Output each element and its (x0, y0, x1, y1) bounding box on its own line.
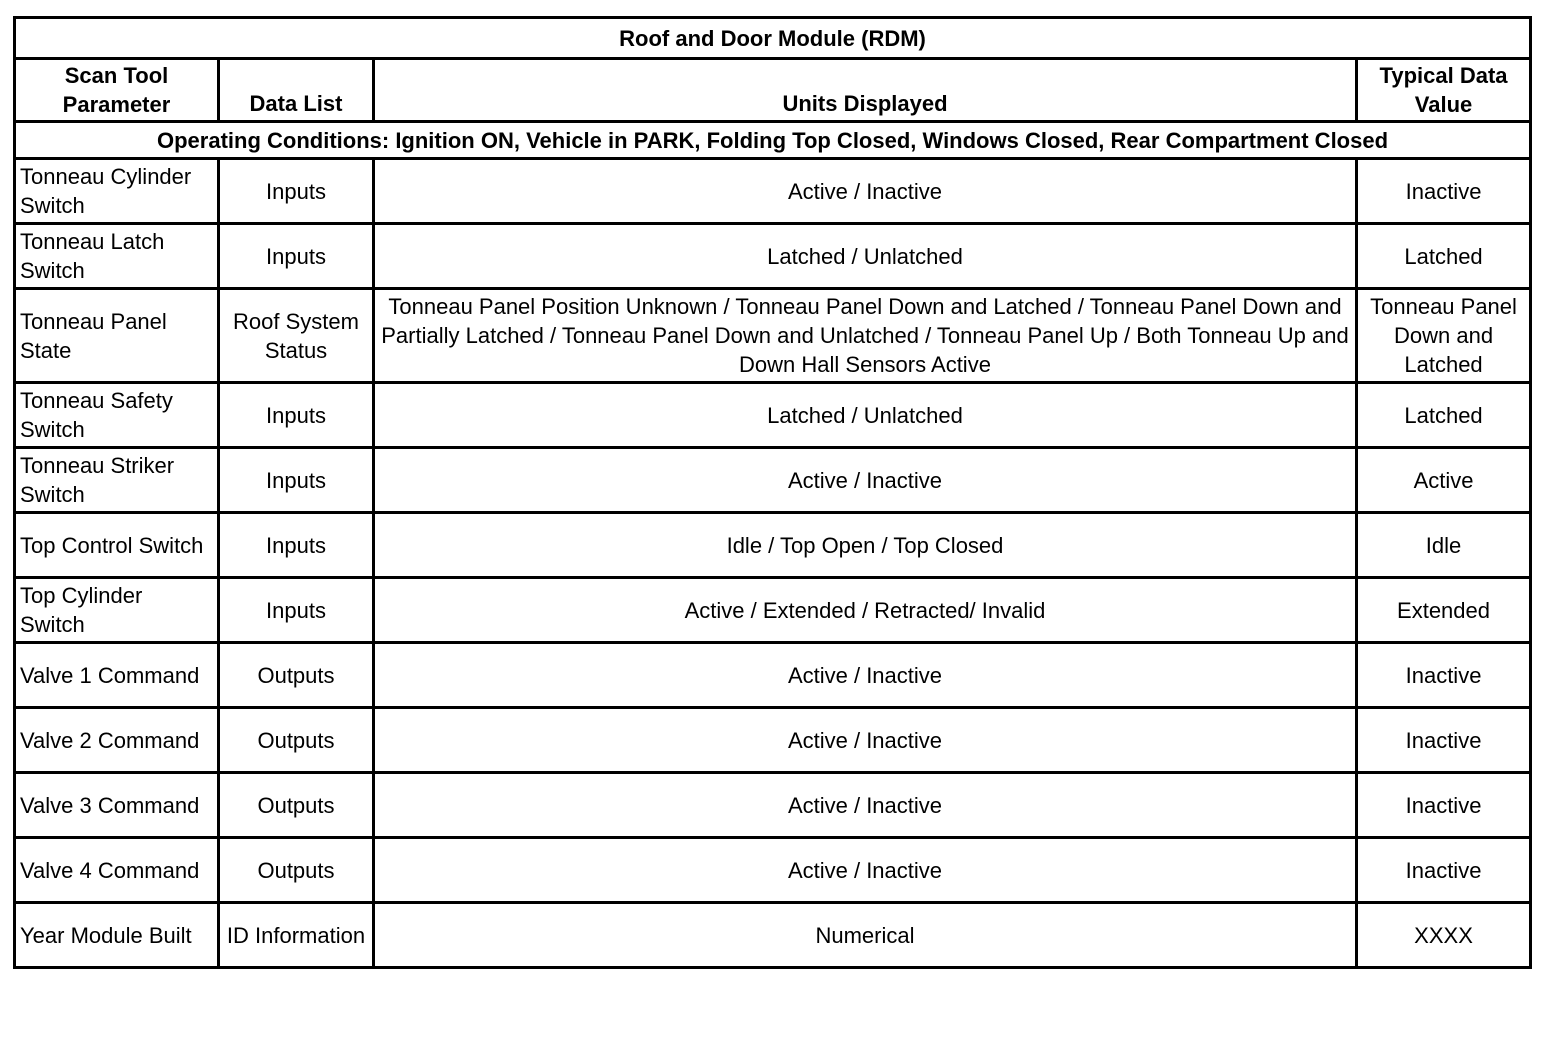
cell-units: Idle / Top Open / Top Closed (374, 513, 1357, 578)
cell-data-list: Inputs (219, 159, 374, 224)
cell-parameter: Valve 4 Command (15, 838, 219, 903)
cell-data-list: Inputs (219, 448, 374, 513)
cell-units: Latched / Unlatched (374, 383, 1357, 448)
table-row (15, 903, 1531, 968)
cell-parameter: Tonneau Striker Switch (15, 448, 219, 513)
cell-units: Latched / Unlatched (374, 224, 1357, 289)
cell-units: Active / Inactive (374, 448, 1357, 513)
cell-parameter: Valve 3 Command (15, 773, 219, 838)
cell-data-list: Outputs (219, 838, 374, 903)
cell-typical-value: XXXX (1357, 903, 1531, 968)
cell-units: Active / Extended / Retracted/ Invalid (374, 578, 1357, 643)
cell-typical-value: Extended (1357, 578, 1531, 643)
cell-data-list: Outputs (219, 643, 374, 708)
cell-units: Active / Inactive (374, 643, 1357, 708)
cell-parameter: Top Control Switch (15, 513, 219, 578)
document-page (13, 16, 1532, 969)
rdm-data-table (13, 16, 1532, 969)
cell-units: Active / Inactive (374, 708, 1357, 773)
cell-units: Active / Inactive (374, 773, 1357, 838)
header-units-displayed: Units Displayed (374, 59, 1357, 122)
cell-parameter: Valve 1 Command (15, 643, 219, 708)
cell-data-list: Inputs (219, 578, 374, 643)
cell-units: Active / Inactive (374, 159, 1357, 224)
cell-data-list: Outputs (219, 773, 374, 838)
cell-typical-value: Inactive (1357, 838, 1531, 903)
table-title: Roof and Door Module (RDM) (15, 18, 1531, 59)
cell-parameter: Tonneau Panel State (15, 289, 219, 383)
cell-data-list: ID Information (219, 903, 374, 968)
cell-typical-value: Latched (1357, 383, 1531, 448)
cell-data-list: Outputs (219, 708, 374, 773)
table-row (15, 513, 1531, 578)
table-row (15, 578, 1531, 643)
cell-parameter: Tonneau Safety Switch (15, 383, 219, 448)
cell-units: Active / Inactive (374, 838, 1357, 903)
cell-typical-value: Inactive (1357, 708, 1531, 773)
cell-typical-value: Inactive (1357, 773, 1531, 838)
cell-data-list: Inputs (219, 513, 374, 578)
table-row (15, 838, 1531, 903)
table-row (15, 289, 1531, 383)
operating-conditions: Operating Conditions: Ignition ON, Vehicle in PARK, Folding Top Closed, Windows Closed, Rear Compartment Closed (15, 122, 1531, 159)
cell-parameter: Year Module Built (15, 903, 219, 968)
cell-parameter: Top Cylinder Switch (15, 578, 219, 643)
table-row (15, 708, 1531, 773)
header-data-list: Data List (219, 59, 374, 122)
header-typical-data-value: Typical Data Value (1357, 59, 1531, 122)
table-row (15, 448, 1531, 513)
cell-typical-value: Idle (1357, 513, 1531, 578)
cell-data-list: Inputs (219, 383, 374, 448)
cell-typical-value: Inactive (1357, 643, 1531, 708)
cell-parameter: Valve 2 Command (15, 708, 219, 773)
header-scan-tool-parameter: Scan Tool Parameter (15, 59, 219, 122)
cell-typical-value: Tonneau Panel Down and Latched (1357, 289, 1531, 383)
cell-typical-value: Latched (1357, 224, 1531, 289)
table-row (15, 383, 1531, 448)
cell-parameter: Tonneau Cylinder Switch (15, 159, 219, 224)
cell-units: Numerical (374, 903, 1357, 968)
cell-parameter: Tonneau Latch Switch (15, 224, 219, 289)
cell-typical-value: Inactive (1357, 159, 1531, 224)
cell-data-list: Inputs (219, 224, 374, 289)
cell-units: Tonneau Panel Position Unknown / Tonneau Panel Down and Latched / Tonneau Panel Down and Partially Latched / Tonneau Panel Down and Unlatched / Tonneau Panel Up / Both Tonneau Up and Down Hall Sensors Active (374, 289, 1357, 383)
table-row (15, 643, 1531, 708)
table-row (15, 159, 1531, 224)
table-row (15, 773, 1531, 838)
table-row (15, 224, 1531, 289)
cell-typical-value: Active (1357, 448, 1531, 513)
cell-data-list: Roof System Status (219, 289, 374, 383)
